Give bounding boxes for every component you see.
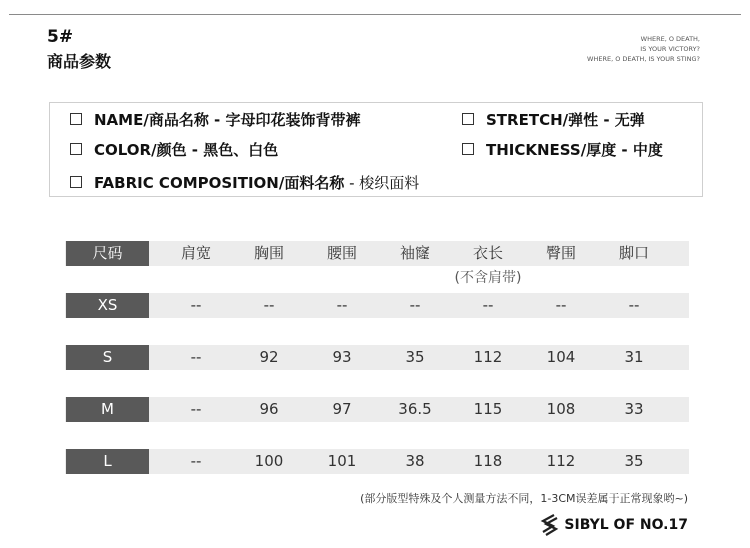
brand-name: SIBYL OF NO.17 <box>564 517 688 533</box>
param-value: 中度 <box>632 141 663 159</box>
header-cell: 胸围 <box>253 244 284 262</box>
section-title: 商品参数 <box>47 52 112 71</box>
value-cell: 92 <box>259 348 279 366</box>
value-cell: 104 <box>546 348 576 366</box>
value-cell: 31 <box>624 348 644 366</box>
value-cell: -- <box>263 296 275 314</box>
value-cell: 100 <box>254 452 284 470</box>
param-label: NAME/商品名称 - <box>94 111 226 129</box>
top-divider <box>9 14 741 15</box>
header-cell: 衣长 <box>472 244 503 262</box>
param-value: 黑色、白色 <box>203 141 279 159</box>
param-fabric <box>70 172 419 193</box>
poem-line: WHERE, O DEATH, <box>640 35 700 43</box>
poem-line: IS YOUR VICTORY? <box>640 45 700 53</box>
value-cell: 112 <box>473 348 503 366</box>
params-box <box>49 102 703 197</box>
value-cell: -- <box>555 296 567 314</box>
value-cell: -- <box>482 296 494 314</box>
length-note: (不含肩带) <box>454 270 522 286</box>
value-cell: 101 <box>327 452 357 470</box>
value-cell: 93 <box>332 348 352 366</box>
value-cell: 33 <box>624 400 644 418</box>
param-color <box>70 139 278 160</box>
brand-logo <box>538 512 688 538</box>
measurement-note: (部分版型特殊及个人测量方法不同，1-3CM误差属于正常现象哟~) <box>360 492 688 505</box>
value-cell: 38 <box>405 452 425 470</box>
value-cell: 115 <box>473 400 503 418</box>
checkbox-icon <box>462 113 474 125</box>
value-cell: -- <box>190 348 202 366</box>
header-cell: 脚口 <box>618 244 649 262</box>
param-label: FABRIC COMPOSITION/面料名称 <box>94 174 345 192</box>
checkbox-icon <box>70 113 82 125</box>
header-cell: 腰围 <box>326 244 357 262</box>
param-value: - 梭织面料 <box>344 174 420 192</box>
sibyl-s-logo-icon <box>538 512 560 538</box>
size-cell: L <box>66 449 149 474</box>
size-cell: M <box>66 397 149 422</box>
value-cell: -- <box>409 296 421 314</box>
param-label: COLOR/颜色 - <box>94 141 204 159</box>
value-cell: 36.5 <box>398 400 432 418</box>
checkbox-icon <box>70 143 82 155</box>
value-cell: -- <box>190 452 202 470</box>
param-name <box>70 109 361 130</box>
param-value: 字母印花装饰背带裤 <box>225 111 361 129</box>
value-cell: 35 <box>624 452 644 470</box>
value-cell: 35 <box>405 348 425 366</box>
value-cell: -- <box>190 400 202 418</box>
item-number: 5# <box>47 27 74 47</box>
poem-line: WHERE, O DEATH, IS YOUR STING? <box>587 55 700 63</box>
param-stretch <box>462 109 645 130</box>
poem-text <box>587 34 700 64</box>
header-cell: 袖窿 <box>399 244 430 262</box>
value-cell: 108 <box>546 400 576 418</box>
value-cell: 118 <box>473 452 503 470</box>
size-cell: XS <box>66 293 149 318</box>
header-cell: 臀围 <box>545 244 576 262</box>
header-size-cell: 尺码 <box>66 241 149 266</box>
checkbox-icon <box>70 176 82 188</box>
param-value: 无弹 <box>614 111 645 129</box>
value-cell: 112 <box>546 452 576 470</box>
param-label: THICKNESS/厚度 - <box>486 141 633 159</box>
param-label: STRETCH/弹性 - <box>486 111 615 129</box>
header-cell: 肩宽 <box>180 244 211 262</box>
value-cell: -- <box>628 296 640 314</box>
value-cell: 96 <box>259 400 279 418</box>
value-cell: -- <box>190 296 202 314</box>
size-cell: S <box>66 345 149 370</box>
value-cell: -- <box>336 296 348 314</box>
checkbox-icon <box>462 143 474 155</box>
value-cell: 97 <box>332 400 352 418</box>
param-thickness <box>462 139 663 160</box>
